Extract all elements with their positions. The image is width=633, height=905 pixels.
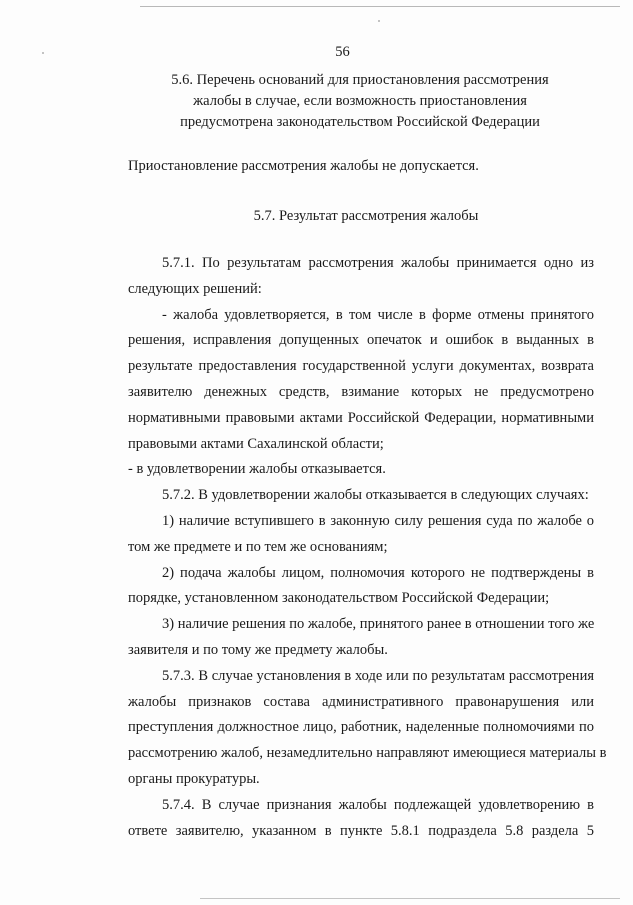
text-line: жалобы признаков состава административного правонарушения или bbox=[128, 693, 594, 710]
text-line: - жалоба удовлетворяется, в том числе в форме отмены принятого bbox=[162, 306, 594, 323]
scan-bottom-edge bbox=[200, 898, 620, 899]
text-line: преступления должностное лицо, работник, наделенные полномочиями по bbox=[128, 719, 594, 736]
heading-line: 5.6. Перечень оснований для приостановления рассмотрения bbox=[171, 72, 549, 88]
scan-top-edge bbox=[140, 6, 620, 7]
text-line: порядке, установленном законодательством Российской Федерации; bbox=[128, 590, 550, 607]
text-line: том же предмете и по тем же основаниям; bbox=[128, 538, 388, 555]
text-line: 5.7.4. В случае признания жалобы подлежащей удовлетворению в bbox=[162, 796, 594, 813]
text-line: 5.7.1. По результатам рассмотрения жалобы принимается одно из bbox=[162, 255, 594, 271]
text-line: 1) наличие вступившего в законную силу решения суда по жалобе о bbox=[162, 512, 594, 529]
section-5-6-text: Приостановление рассмотрения жалобы не допускается. bbox=[128, 158, 479, 174]
text-line: 3) наличие решения по жалобе, принятого ранее в отношении того же bbox=[162, 616, 595, 633]
text-line: ответе заявителю, указанном в пункте 5.8.1 подраздела 5.8 раздела 5 bbox=[128, 822, 594, 839]
section-5-7-heading: 5.7. Результат рассмотрения жалобы bbox=[253, 208, 479, 224]
text-line: органы прокуратуры. bbox=[128, 770, 260, 787]
section-5-7-body bbox=[128, 251, 607, 844]
scan-speck bbox=[378, 20, 380, 22]
text-line: 5.7.3. В случае установления в ходе или по результатам рассмотрения bbox=[162, 667, 594, 684]
page-number: 56 bbox=[335, 44, 350, 60]
text-line: 5.7.2. В удовлетворении жалобы отказывается в следующих случаях: bbox=[162, 487, 589, 504]
text-line: результате предоставления государственной услуги документах, возврата bbox=[128, 358, 594, 375]
text-line: нормативными правовыми актами Российской Федерации, нормативными bbox=[128, 409, 594, 426]
heading-line: предусмотрена законодательством Российской Федерации bbox=[180, 114, 540, 130]
text-line: правовыми актами Сахалинской области; bbox=[128, 435, 384, 452]
heading-line: жалобы в случае, если возможность приостановления bbox=[193, 93, 527, 109]
text-line: заявителю денежных средств, взимание которых не предусмотрено bbox=[128, 383, 594, 400]
text-line: следующих решений: bbox=[128, 280, 262, 297]
text-line: рассмотрению жалоб, незамедлительно направляют имеющиеся материалы в bbox=[128, 745, 607, 762]
section-5-6-heading bbox=[125, 70, 595, 133]
text-line: решения, исправления допущенных опечаток и ошибок в выданных в bbox=[128, 332, 594, 349]
text-line: заявителя и по тому же предмету жалобы. bbox=[128, 641, 388, 658]
text-line: - в удовлетворении жалобы отказывается. bbox=[128, 461, 386, 478]
text-line: 2) подача жалобы лицом, полномочия которого не подтверждены в bbox=[162, 564, 594, 581]
